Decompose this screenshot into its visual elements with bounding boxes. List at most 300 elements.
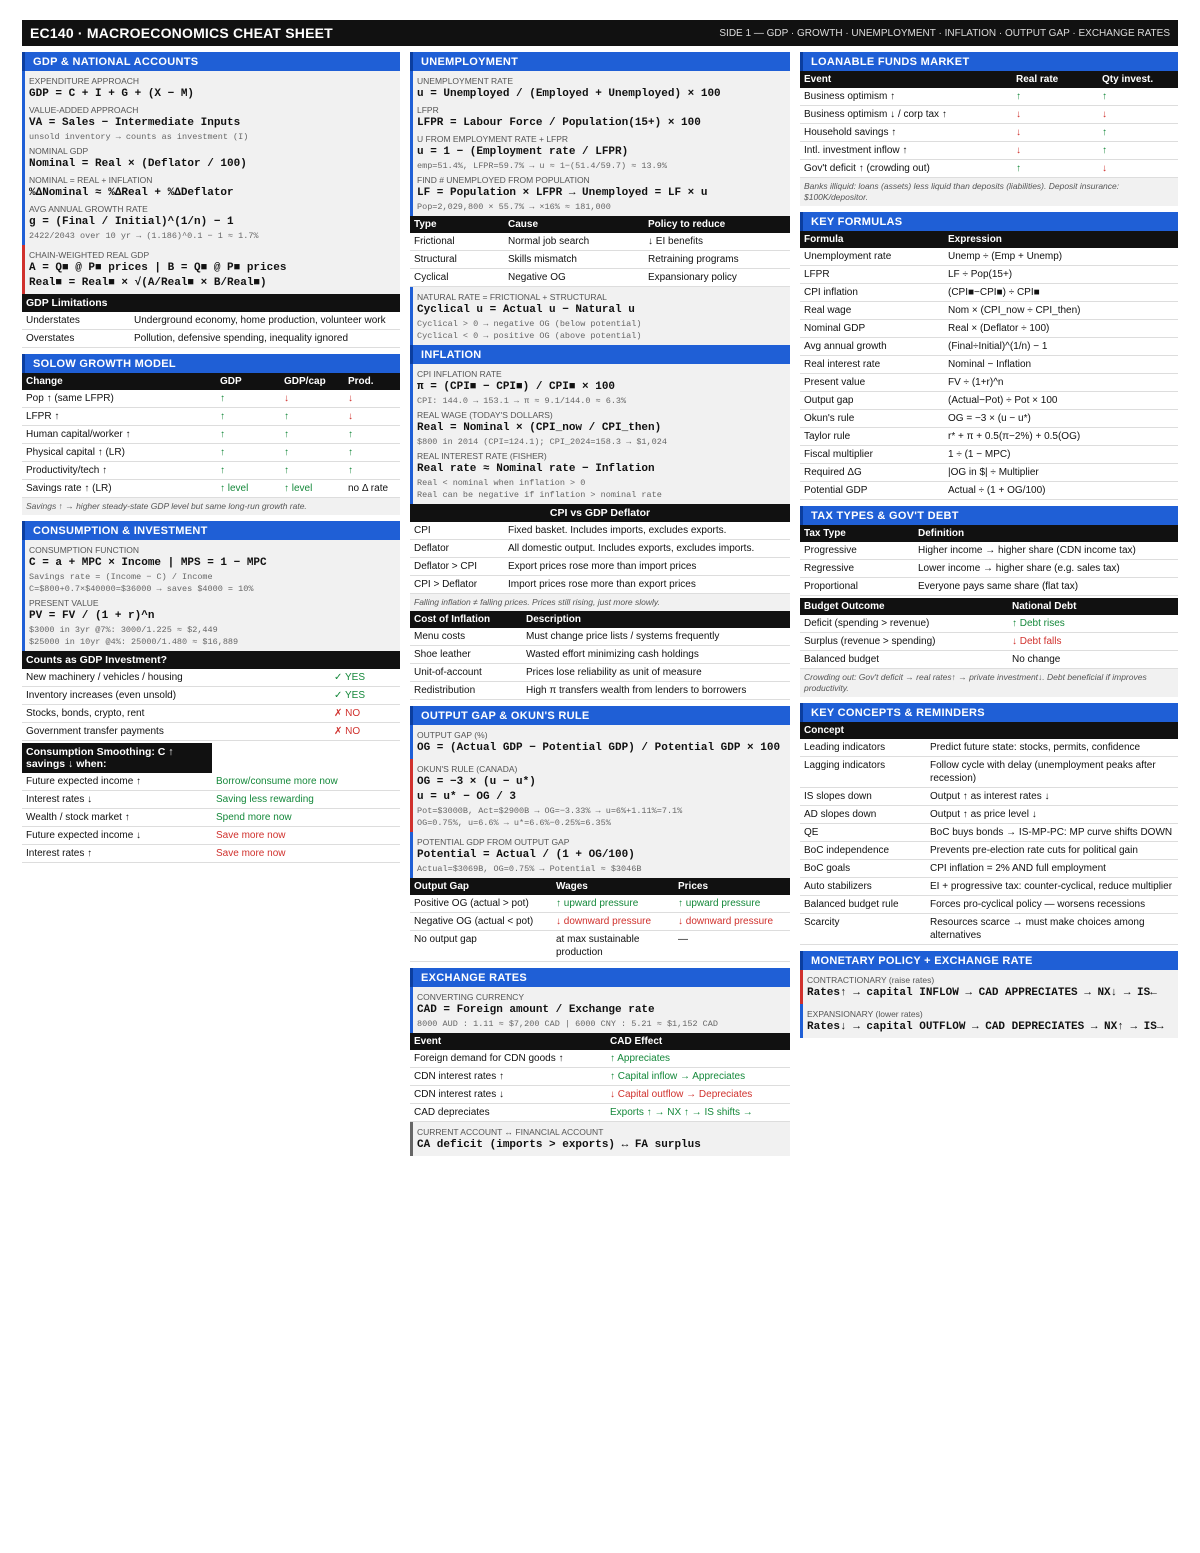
cell: New machinery / vehicles / housing	[22, 669, 330, 687]
cell: Export prices rose more than import prices	[504, 558, 790, 576]
cell: ↓	[280, 390, 344, 408]
cell: LFPR	[800, 266, 944, 284]
table-row	[22, 390, 400, 408]
cell: Nominal − Inflation	[944, 356, 1178, 374]
table-row	[22, 723, 400, 741]
formula: u = Unemployed / (Employed + Unemployed) × 100	[417, 88, 721, 100]
table-row	[410, 269, 790, 287]
cell: Avg annual growth	[800, 338, 944, 356]
cell: BoC buys bonds → IS-MP-PC: MP curve shifts DOWN	[926, 824, 1178, 842]
cell: ↑ Capital inflow → Appreciates	[606, 1068, 790, 1086]
label: FIND # UNEMPLOYED FROM POPULATION	[417, 175, 590, 185]
cell: Required ΔG	[800, 464, 944, 482]
label: CURRENT ACCOUNT ↔ FINANCIAL ACCOUNT	[417, 1127, 604, 1137]
formula: OG = (Actual GDP − Potential GDP) / Potential GDP × 100	[417, 742, 781, 754]
key-formulas-table	[800, 231, 1178, 500]
example: Savings rate = (Income − C) / Income	[29, 572, 213, 582]
column-1	[22, 52, 400, 863]
table-row	[800, 266, 1178, 284]
table-row	[800, 392, 1178, 410]
gdp-limitations-table	[22, 312, 400, 348]
cell: Business optimism ↓ / corp tax ↑	[800, 106, 1012, 124]
label: OKUN'S RULE (CANADA)	[417, 764, 518, 774]
cell: ↓	[1098, 160, 1178, 178]
cpi-deflator-table	[410, 522, 790, 594]
example: Real can be negative if inflation > nominal rate	[417, 490, 662, 500]
page-subtitle: SIDE 1 — GDP · GROWTH · UNEMPLOYMENT · INFLATION · OUTPUT GAP · EXCHANGE RATES	[719, 27, 1170, 39]
table-row	[800, 356, 1178, 374]
page-title: EC140 · MACROECONOMICS CHEAT SHEET	[30, 25, 333, 41]
cell: Nom × (CPI_now ÷ CPI_then)	[944, 302, 1178, 320]
example: $3000 in 3yr @7%: 3000/1.225 ≈ $2,449	[29, 625, 218, 635]
label: CONTRACTIONARY (raise rates)	[807, 975, 935, 985]
table-row	[800, 651, 1178, 669]
cell: Present value	[800, 374, 944, 392]
table-row	[800, 88, 1178, 106]
table-row	[410, 233, 790, 251]
cell: Deflator > CPI	[410, 558, 504, 576]
cell: Menu costs	[410, 628, 522, 646]
cell: BoC independence	[800, 842, 926, 860]
table-row	[22, 705, 400, 723]
column-3	[800, 52, 1178, 1038]
cell: QE	[800, 824, 926, 842]
cell: Regressive	[800, 560, 914, 578]
cell: Inventory increases (even unsold)	[22, 687, 330, 705]
investment-table	[22, 669, 400, 741]
table-row	[800, 160, 1178, 178]
cell: ↓ downward pressure	[674, 913, 790, 931]
solow-note: Savings ↑ → higher steady-state GDP level but same long-run growth rate.	[22, 498, 400, 515]
cell: Skills mismatch	[504, 251, 644, 269]
table-row	[800, 739, 1178, 757]
column-2	[410, 52, 790, 1156]
cell: Negative OG (actual < pot)	[410, 913, 552, 931]
tax-table	[800, 525, 1178, 596]
label: AVG ANNUAL GROWTH RATE	[29, 204, 148, 214]
table-row	[800, 615, 1178, 633]
formula: Rates↑ → capital INFLOW → CAD APPRECIATES → NX↓ → IS←	[807, 987, 1157, 999]
formula: u = 1 − (Employment rate / LFPR)	[417, 146, 629, 158]
cell: IS slopes down	[800, 788, 926, 806]
cell: BoC goals	[800, 860, 926, 878]
gdp-block	[22, 71, 400, 245]
table-row	[800, 142, 1178, 160]
cell: ↑	[344, 426, 400, 444]
cell: Foreign demand for CDN goods ↑	[410, 1050, 606, 1068]
col-header: GDP	[216, 373, 280, 390]
cell: ↑ Appreciates	[606, 1050, 790, 1068]
section-consumption: CONSUMPTION & INVESTMENT	[22, 521, 400, 540]
col-header: Concept	[800, 722, 1178, 739]
table-row	[22, 426, 400, 444]
cell: Auto stabilizers	[800, 878, 926, 896]
cell: Scarcity	[800, 914, 926, 945]
cell: ↓	[1098, 106, 1178, 124]
table-row	[410, 1086, 790, 1104]
inflation-block	[410, 364, 790, 504]
cell: High π transfers wealth from lenders to borrowers	[522, 682, 790, 700]
cell: ↓	[1012, 124, 1098, 142]
cell: Savings rate ↑ (LR)	[22, 480, 216, 498]
cell: Proportional	[800, 578, 914, 596]
table-row	[410, 895, 790, 913]
unemployment-types-table	[410, 216, 790, 287]
section-loanable-funds: LOANABLE FUNDS MARKET	[800, 52, 1178, 71]
label: PRESENT VALUE	[29, 598, 99, 608]
cell: Structural	[410, 251, 504, 269]
cell: Human capital/worker ↑	[22, 426, 216, 444]
table-row	[800, 542, 1178, 560]
okun-block	[410, 759, 790, 832]
example: OG=0.75%, u=6.6% → u*=6.6%−0.25%=6.35%	[417, 818, 611, 828]
example: Cyclical > 0 → negative OG (below potential)	[417, 319, 642, 329]
cell: Understates	[22, 312, 130, 330]
formula: GDP = C + I + G + (X − M)	[29, 88, 195, 100]
formula: Real rate ≈ Nominal rate − Inflation	[417, 463, 655, 475]
cell: Underground economy, home production, volunteer work	[130, 312, 400, 330]
label: NOMINAL GDP	[29, 146, 89, 156]
cell: CAD depreciates	[410, 1104, 606, 1122]
formula: %ΔNominal ≈ %ΔReal + %ΔDeflator	[29, 187, 234, 199]
formula: LF = Population × LFPR → Unemployed = LF × u	[417, 187, 708, 199]
table-row	[410, 251, 790, 269]
cell: ↑ level	[280, 480, 344, 498]
table-row	[800, 124, 1178, 142]
table-row	[800, 878, 1178, 896]
contractionary-block	[800, 970, 1178, 1004]
output-gap-block	[410, 725, 790, 759]
cell: ↑	[344, 444, 400, 462]
cell: Business optimism ↑	[800, 88, 1012, 106]
formula: Potential = Actual / (1 + OG/100)	[417, 849, 635, 861]
table-row	[410, 664, 790, 682]
table-row	[410, 558, 790, 576]
cell: ↑	[216, 390, 280, 408]
cell: —	[674, 931, 790, 962]
budget-note: Crowding out: Gov't deficit → real rates↑ → private investment↓. Debt beneficial if improves productivity.	[800, 669, 1178, 697]
table-row	[410, 628, 790, 646]
cell: All domestic output. Includes exports, excludes imports.	[504, 540, 790, 558]
col-header: Prices	[674, 878, 790, 895]
ca-fa-block	[410, 1122, 790, 1156]
investment-title: Counts as GDP Investment?	[22, 651, 400, 669]
table-row	[22, 480, 400, 498]
cell: Stocks, bonds, crypto, rent	[22, 705, 330, 723]
cell: ↑	[280, 462, 344, 480]
col-header: Qty invest.	[1098, 71, 1178, 88]
section-output-gap: OUTPUT GAP & OKUN'S RULE	[410, 706, 790, 725]
col-header: Cause	[504, 216, 644, 233]
cell: Resources scarce → must make choices among alternatives	[926, 914, 1178, 945]
cell: Forces pro-cyclical policy — worsens recessions	[926, 896, 1178, 914]
loanable-funds-table	[800, 71, 1178, 178]
cell: Productivity/tech ↑	[22, 462, 216, 480]
cell: ↑	[1098, 124, 1178, 142]
cell: Government transfer payments	[22, 723, 330, 741]
table-row	[800, 106, 1178, 124]
table-row	[410, 682, 790, 700]
cell: Import prices rose more than export prices	[504, 576, 790, 594]
cell: ↑	[216, 444, 280, 462]
cell: Cyclical	[410, 269, 504, 287]
smoothing-table	[22, 773, 400, 863]
cell: Unemployment rate	[800, 248, 944, 266]
col-header: Description	[522, 611, 790, 628]
formula: Rates↓ → capital OUTFLOW → CAD DEPRECIATES → NX↑ → IS→	[807, 1021, 1164, 1033]
formula: π = (CPI■ − CPI■) / CPI■ × 100	[417, 381, 616, 393]
cell: FV ÷ (1+r)^n	[944, 374, 1178, 392]
col-header: Expression	[944, 231, 1178, 248]
cell: at max sustainable production	[552, 931, 674, 962]
cell: Future expected income ↓	[22, 827, 212, 845]
cell: CPI inflation	[800, 284, 944, 302]
label: LFPR	[417, 105, 439, 115]
table-row	[800, 302, 1178, 320]
label: NOMINAL = REAL + INFLATION	[29, 175, 153, 185]
formula: A = Q■ @ P■ prices | B = Q■ @ P■ prices	[29, 262, 287, 274]
table-row	[22, 312, 400, 330]
cell: Household savings ↑	[800, 124, 1012, 142]
table-row	[800, 914, 1178, 945]
formula: VA = Sales − Intermediate Inputs	[29, 117, 241, 129]
table-row	[800, 410, 1178, 428]
label: CPI INFLATION RATE	[417, 369, 502, 379]
cell: Gov't deficit ↑ (crowding out)	[800, 160, 1012, 178]
label: VALUE-ADDED APPROACH	[29, 105, 139, 115]
col-header: Event	[410, 1033, 606, 1050]
cell: Balanced budget	[800, 651, 1008, 669]
cell: Output ↑ as price level ↓	[926, 806, 1178, 824]
cell: Wasted effort minimizing cash holdings	[522, 646, 790, 664]
cell: ↓	[1012, 142, 1098, 160]
cell: Interest rates ↓	[22, 791, 212, 809]
example: CPI: 144.0 → 153.1 → π ≈ 9.1/144.0 ≈ 6.3%	[417, 396, 627, 406]
cell: Output ↑ as interest rates ↓	[926, 788, 1178, 806]
table-row	[22, 669, 400, 687]
cell: CPI inflation = 2% AND full employment	[926, 860, 1178, 878]
cell: Retraining programs	[644, 251, 790, 269]
cell: ↑	[1012, 160, 1098, 178]
cell: Potential GDP	[800, 482, 944, 500]
formula: Real = Nominal × (CPI_now / CPI_then)	[417, 422, 662, 434]
table-row	[22, 408, 400, 426]
formula: Real■ = Real■ × √(A/Real■ × B/Real■)	[29, 277, 267, 289]
gdp-limitations-title: GDP Limitations	[22, 294, 400, 312]
example: Pot=$3000B, Act=$2900B → OG=−3.33% → u=6%+1.11%=7.1%	[417, 806, 683, 816]
example: 8000 AUD : 1.11 ≈ $7,200 CAD | 6000 CNY : 5.21 ≈ $1,152 CAD	[417, 1019, 718, 1029]
budget-table	[800, 598, 1178, 669]
cell: ↑ upward pressure	[674, 895, 790, 913]
cell: OG = −3 × (u − u*)	[944, 410, 1178, 428]
table-row	[800, 860, 1178, 878]
cell: ↑	[1098, 88, 1178, 106]
cell: Progressive	[800, 542, 914, 560]
cell: ↓ EI benefits	[644, 233, 790, 251]
cell: Balanced budget rule	[800, 896, 926, 914]
table-row	[800, 788, 1178, 806]
potential-block	[410, 832, 790, 878]
fx-block	[410, 987, 790, 1033]
table-row	[410, 576, 790, 594]
label: CONSUMPTION FUNCTION	[29, 545, 140, 555]
cell: (CPI■−CPI■) ÷ CPI■	[944, 284, 1178, 302]
col-header: Formula	[800, 231, 944, 248]
formula: C = a + MPC × Income | MPS = 1 − MPC	[29, 557, 267, 569]
cell: Unemp ÷ (Emp + Unemp)	[944, 248, 1178, 266]
cell: No output gap	[410, 931, 552, 962]
cell: ↓	[1012, 106, 1098, 124]
cell: ↓ Debt falls	[1008, 633, 1178, 651]
cell: AD slopes down	[800, 806, 926, 824]
section-exchange-rates: EXCHANGE RATES	[410, 968, 790, 987]
cell: EI + progressive tax: counter-cyclical, reduce multiplier	[926, 878, 1178, 896]
col-header: Cost of Inflation	[410, 611, 522, 628]
cell: LF ÷ Pop(15+)	[944, 266, 1178, 284]
table-row	[22, 809, 400, 827]
cell: Real wage	[800, 302, 944, 320]
solow-table	[22, 373, 400, 498]
cell: ↑ Debt rises	[1008, 615, 1178, 633]
label: EXPANSIONARY (lower rates)	[807, 1009, 923, 1019]
table-row	[22, 462, 400, 480]
cell: ✓ YES	[330, 687, 400, 705]
cell: Lower income → higher share (e.g. sales tax)	[914, 560, 1178, 578]
cell: ↑	[216, 408, 280, 426]
natural-rate-block	[410, 287, 790, 345]
table-row	[800, 482, 1178, 500]
cell: Nominal GDP	[800, 320, 944, 338]
example: Cyclical < 0 → positive OG (above potential)	[417, 331, 642, 341]
label: REAL INTEREST RATE (FISHER)	[417, 451, 547, 461]
cell: CPI	[410, 522, 504, 540]
cell: Fiscal multiplier	[800, 446, 944, 464]
label: OUTPUT GAP (%)	[417, 730, 488, 740]
label: REAL WAGE (TODAY'S DOLLARS)	[417, 410, 553, 420]
table-row	[410, 646, 790, 664]
cell: Spend more now	[212, 809, 400, 827]
cell: Save more now	[212, 845, 400, 863]
cell: Frictional	[410, 233, 504, 251]
cell: Expansionary policy	[644, 269, 790, 287]
cell: Higher income → higher share (CDN income tax)	[914, 542, 1178, 560]
cell: Shoe leather	[410, 646, 522, 664]
table-row	[800, 248, 1178, 266]
formula: CAD = Foreign amount / Exchange rate	[417, 1004, 655, 1016]
cell: Exports ↑ → NX ↑ → IS shifts →	[606, 1104, 790, 1122]
col-header: Policy to reduce	[644, 216, 790, 233]
table-row	[22, 791, 400, 809]
cell: ↑	[280, 444, 344, 462]
table-row	[22, 687, 400, 705]
cell: ↑ upward pressure	[552, 895, 674, 913]
example: C=$800+0.7×$40000=$36000 → saves $4000 = 10%	[29, 584, 254, 594]
table-row	[800, 806, 1178, 824]
formula: OG = −3 × (u − u*)	[417, 776, 536, 788]
cell: Fixed basket. Includes imports, excludes exports.	[504, 522, 790, 540]
cell: Saving less rewarding	[212, 791, 400, 809]
cell: ↓ Capital outflow → Depreciates	[606, 1086, 790, 1104]
cell: Output gap	[800, 392, 944, 410]
cell: Surplus (revenue > spending)	[800, 633, 1008, 651]
cell: Everyone pays same share (flat tax)	[914, 578, 1178, 596]
cell: ↑	[216, 462, 280, 480]
table-row	[800, 284, 1178, 302]
example: emp=51.4%, LFPR=59.7% → u ≈ 1−(51.4/59.7) ≈ 13.9%	[417, 161, 667, 171]
table-row	[22, 444, 400, 462]
cell: ✗ NO	[330, 705, 400, 723]
table-row	[800, 446, 1178, 464]
section-unemployment: UNEMPLOYMENT	[410, 52, 790, 71]
section-gdp: GDP & NATIONAL ACCOUNTS	[22, 52, 400, 71]
cell: r* + π + 0.5(π−2%) + 0.5(OG)	[944, 428, 1178, 446]
cell: ↓	[344, 390, 400, 408]
table-row	[800, 633, 1178, 651]
cell: Physical capital ↑ (LR)	[22, 444, 216, 462]
cell: ↑	[1012, 88, 1098, 106]
cell: Redistribution	[410, 682, 522, 700]
example: Real < nominal when inflation > 0	[417, 478, 586, 488]
label: NATURAL RATE = FRICTIONAL + STRUCTURAL	[417, 292, 607, 302]
key-concepts-table	[800, 722, 1178, 945]
cell: ↑	[216, 426, 280, 444]
table-row	[800, 578, 1178, 596]
label: CHAIN-WEIGHTED REAL GDP	[29, 250, 150, 260]
chain-block	[22, 245, 400, 294]
cell: Leading indicators	[800, 739, 926, 757]
cell: Negative OG	[504, 269, 644, 287]
cell: Borrow/consume more now	[212, 773, 400, 791]
cell: (Actual−Pot) ÷ Pot × 100	[944, 392, 1178, 410]
cell: ✓ YES	[330, 669, 400, 687]
consumption-block	[22, 540, 400, 651]
cell: ↑ level	[216, 480, 280, 498]
cell: Follow cycle with delay (unemployment peaks after recession)	[926, 757, 1178, 788]
cell: Future expected income ↑	[22, 773, 212, 791]
col-header: Real rate	[1012, 71, 1098, 88]
table-row	[22, 773, 400, 791]
table-row	[22, 330, 400, 348]
label: U FROM EMPLOYMENT RATE + LFPR	[417, 134, 569, 144]
example: 2422/2043 over 10 yr → (1.186)^0.1 − 1 ≈ 1.7%	[29, 231, 259, 241]
page-header	[22, 20, 1178, 46]
section-monetary-policy: MONETARY POLICY + EXCHANGE RATE	[800, 951, 1178, 970]
cell: Unit-of-account	[410, 664, 522, 682]
cell: Taylor rule	[800, 428, 944, 446]
formula: u = u* − OG / 3	[417, 791, 517, 803]
table-row	[22, 845, 400, 863]
cell: ↑	[280, 408, 344, 426]
cell: Okun's rule	[800, 410, 944, 428]
output-gap-table	[410, 878, 790, 962]
cell: Overstates	[22, 330, 130, 348]
cell: ↑	[344, 462, 400, 480]
cell: Lagging indicators	[800, 757, 926, 788]
formula: g = (Final / Initial)^(1/n) − 1	[29, 216, 234, 228]
cell: Pop ↑ (same LFPR)	[22, 390, 216, 408]
col-header: Type	[410, 216, 504, 233]
cell: Deflator	[410, 540, 504, 558]
cell: Pollution, defensive spending, inequality ignored	[130, 330, 400, 348]
cpi-note: Falling inflation ≠ falling prices. Prices still rising, just more slowly.	[410, 594, 790, 611]
cell: CDN interest rates ↓	[410, 1086, 606, 1104]
table-row	[800, 464, 1178, 482]
expansionary-block	[800, 1004, 1178, 1038]
table-row	[410, 913, 790, 931]
section-tax: TAX TYPES & GOV'T DEBT	[800, 506, 1178, 525]
example: $25000 in 10yr @4%: 25000/1.480 ≈ $16,889	[29, 637, 239, 647]
table-row	[800, 842, 1178, 860]
